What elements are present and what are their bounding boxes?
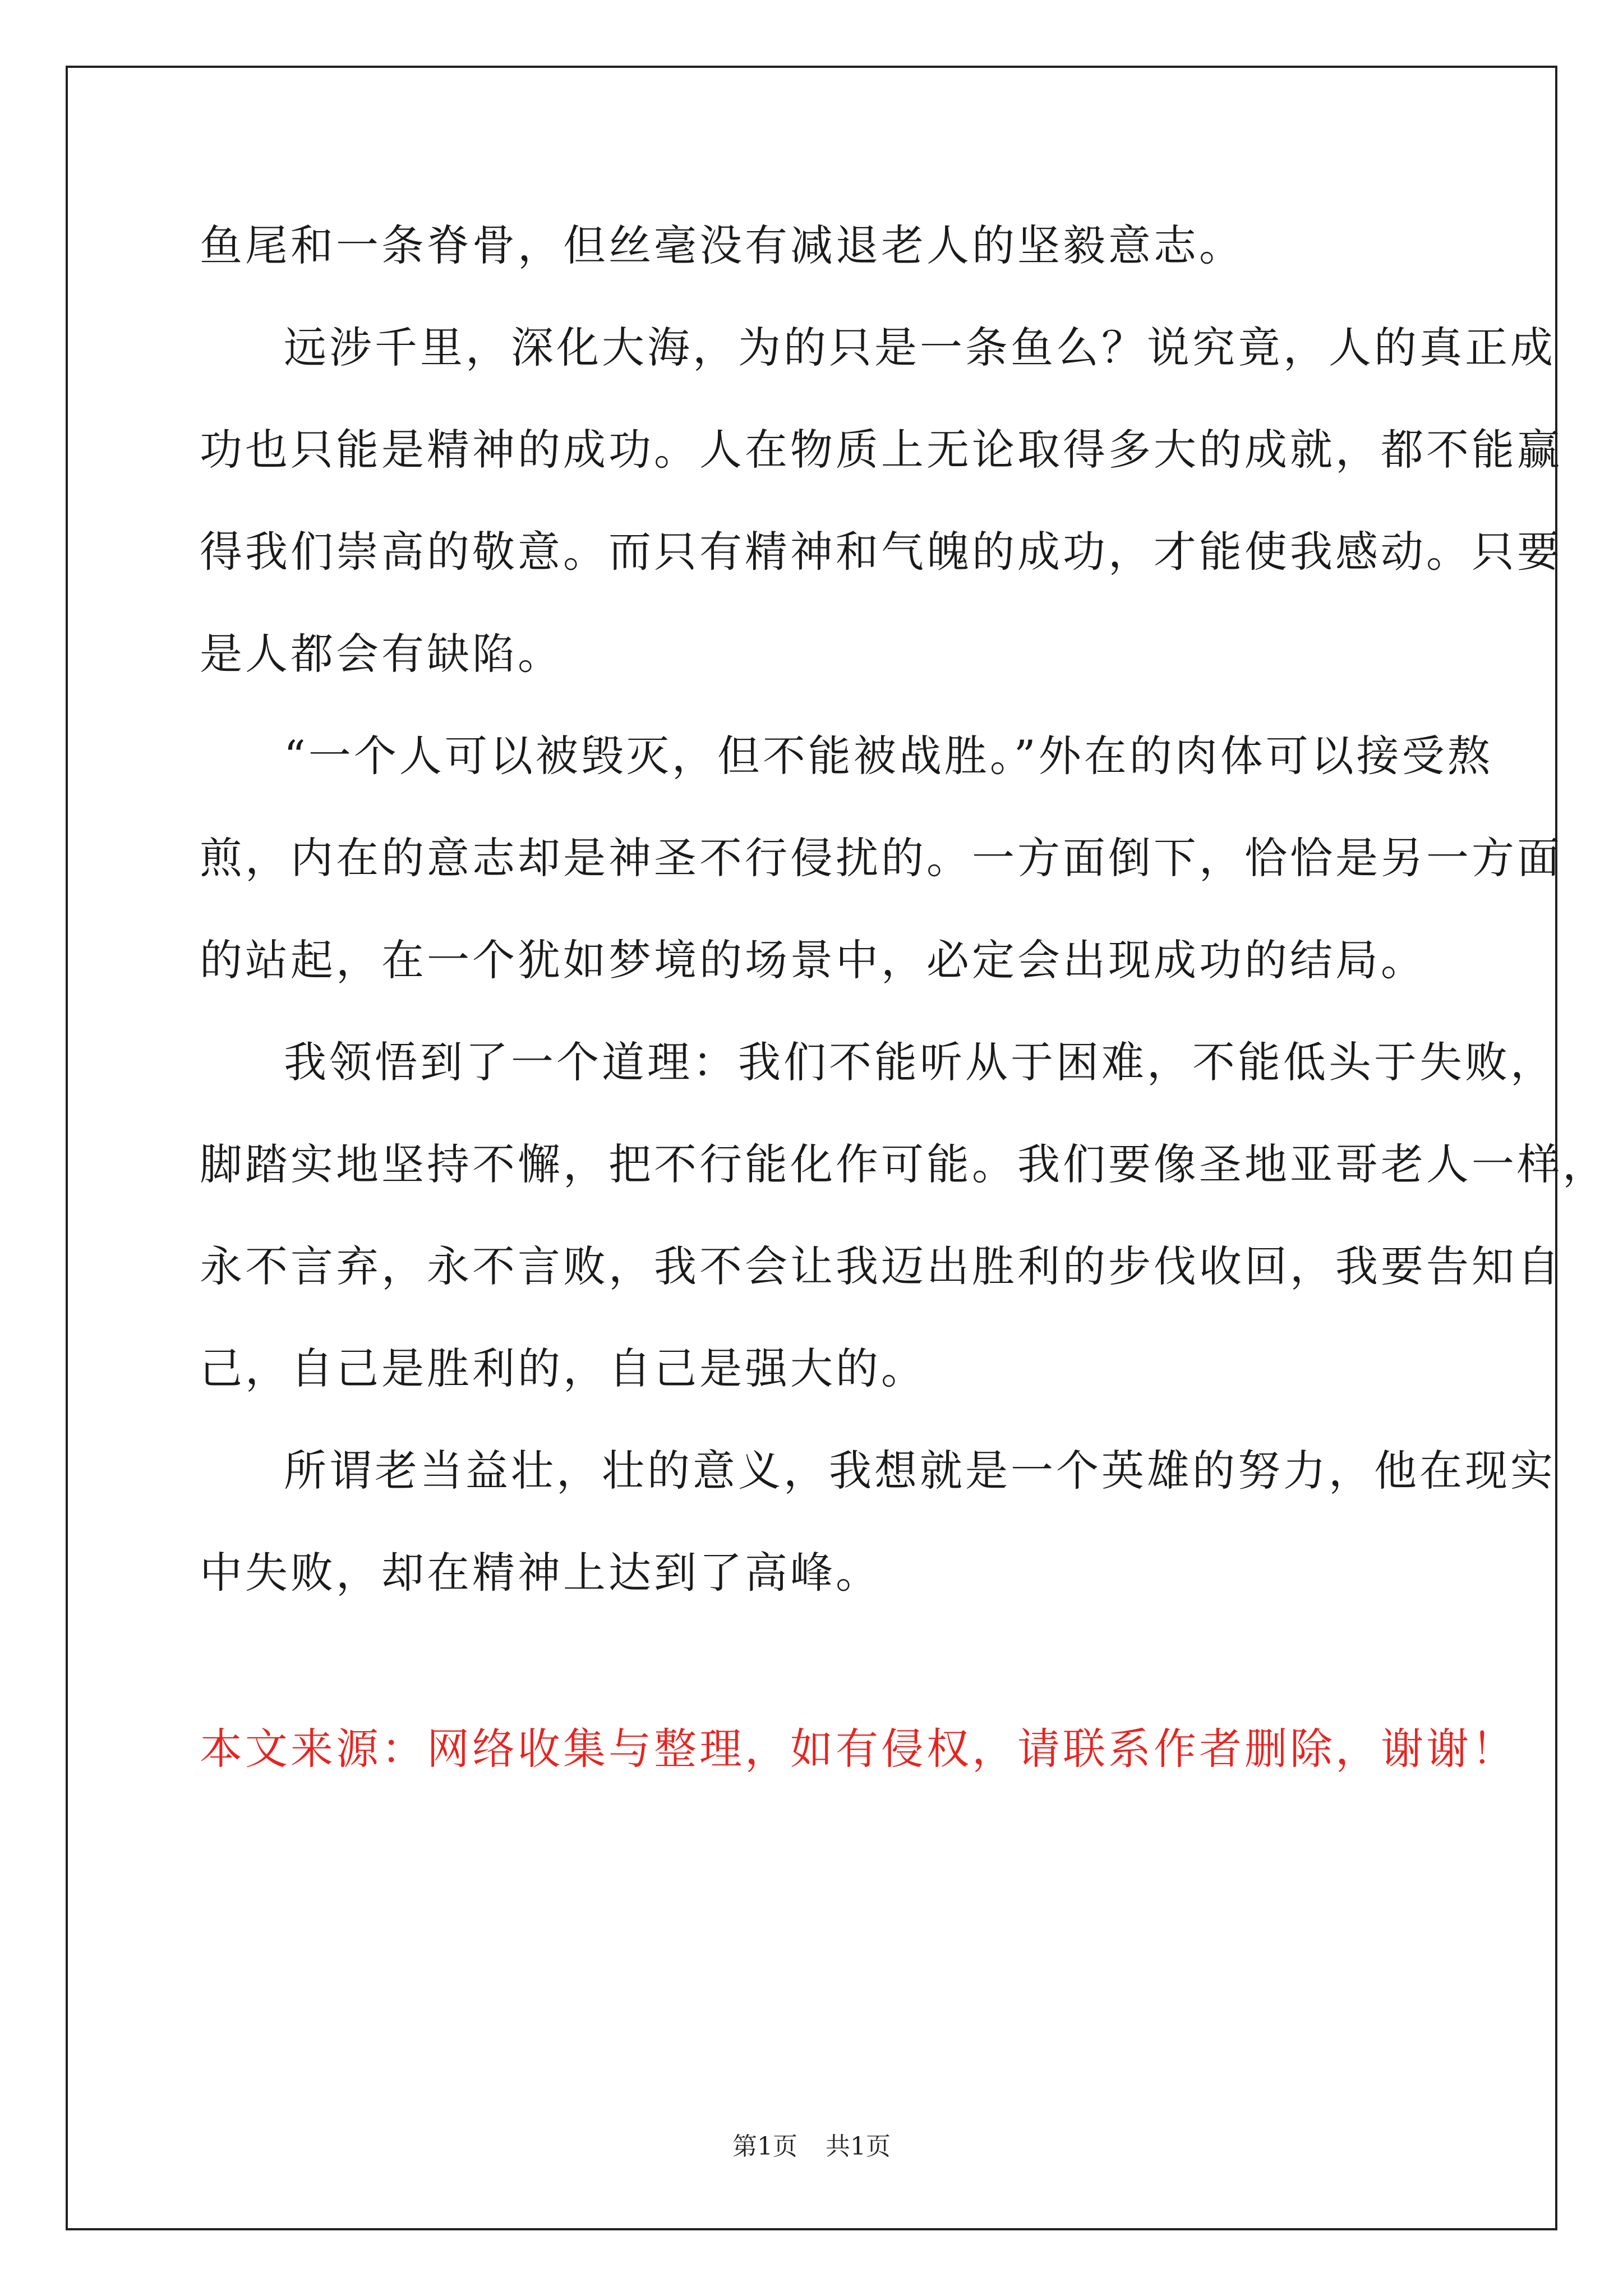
text-line: 鱼尾和一条脊骨，但丝毫没有减退老人的坚毅意志。 xyxy=(200,220,1244,270)
page-number: 第1页 xyxy=(732,2132,797,2161)
text-line: 煎，内在的意志却是神圣不行侵扰的。一方面倒下，恰恰是另一方面 xyxy=(200,833,1562,883)
text-line: 功也只能是精神的成功。人在物质上无论取得多大的成就，都不能赢 xyxy=(200,425,1562,475)
paragraph-first-line: 远涉千里，深化大海，为的只是一条鱼么？说究竟，人的真正成 xyxy=(284,323,1556,372)
paragraph-first-line: 我领悟到了一个道理：我们不能听从于困难，不能低头于失败， xyxy=(284,1037,1556,1087)
text-line: 己，自己是胜利的，自己是强大的。 xyxy=(200,1343,926,1393)
paragraph-first-line: 所谓老当益壮，壮的意义，我想就是一个英雄的努力，他在现实 xyxy=(284,1446,1556,1496)
text-line: 得我们崇高的敬意。而只有精神和气魄的成功，才能使我感动。只要 xyxy=(200,527,1562,577)
text-line: 的站起，在一个犹如梦境的场景中，必定会出现成功的结局。 xyxy=(200,935,1426,985)
source-note: 本文来源：网络收集与整理，如有侵权，请联系作者删除，谢谢！ xyxy=(200,1724,1517,1774)
text-line: 是人都会有缺陷。 xyxy=(200,629,563,679)
text-line: 中失败，却在精神上达到了高峰。 xyxy=(200,1548,881,1598)
paragraph-first-line: “一个人可以被毁灭，但不能被战胜。”外在的肉体可以接受熬 xyxy=(284,731,1493,781)
page-total: 共1页 xyxy=(826,2132,891,2161)
page-footer xyxy=(0,2126,1623,2162)
text-line: 脚踏实地坚持不懈，把不行能化作可能。我们要像圣地亚哥老人一样， xyxy=(200,1139,1608,1189)
text-line: 永不言弃，永不言败，我不会让我迈出胜利的步伐收回，我要告知自 xyxy=(200,1241,1562,1291)
